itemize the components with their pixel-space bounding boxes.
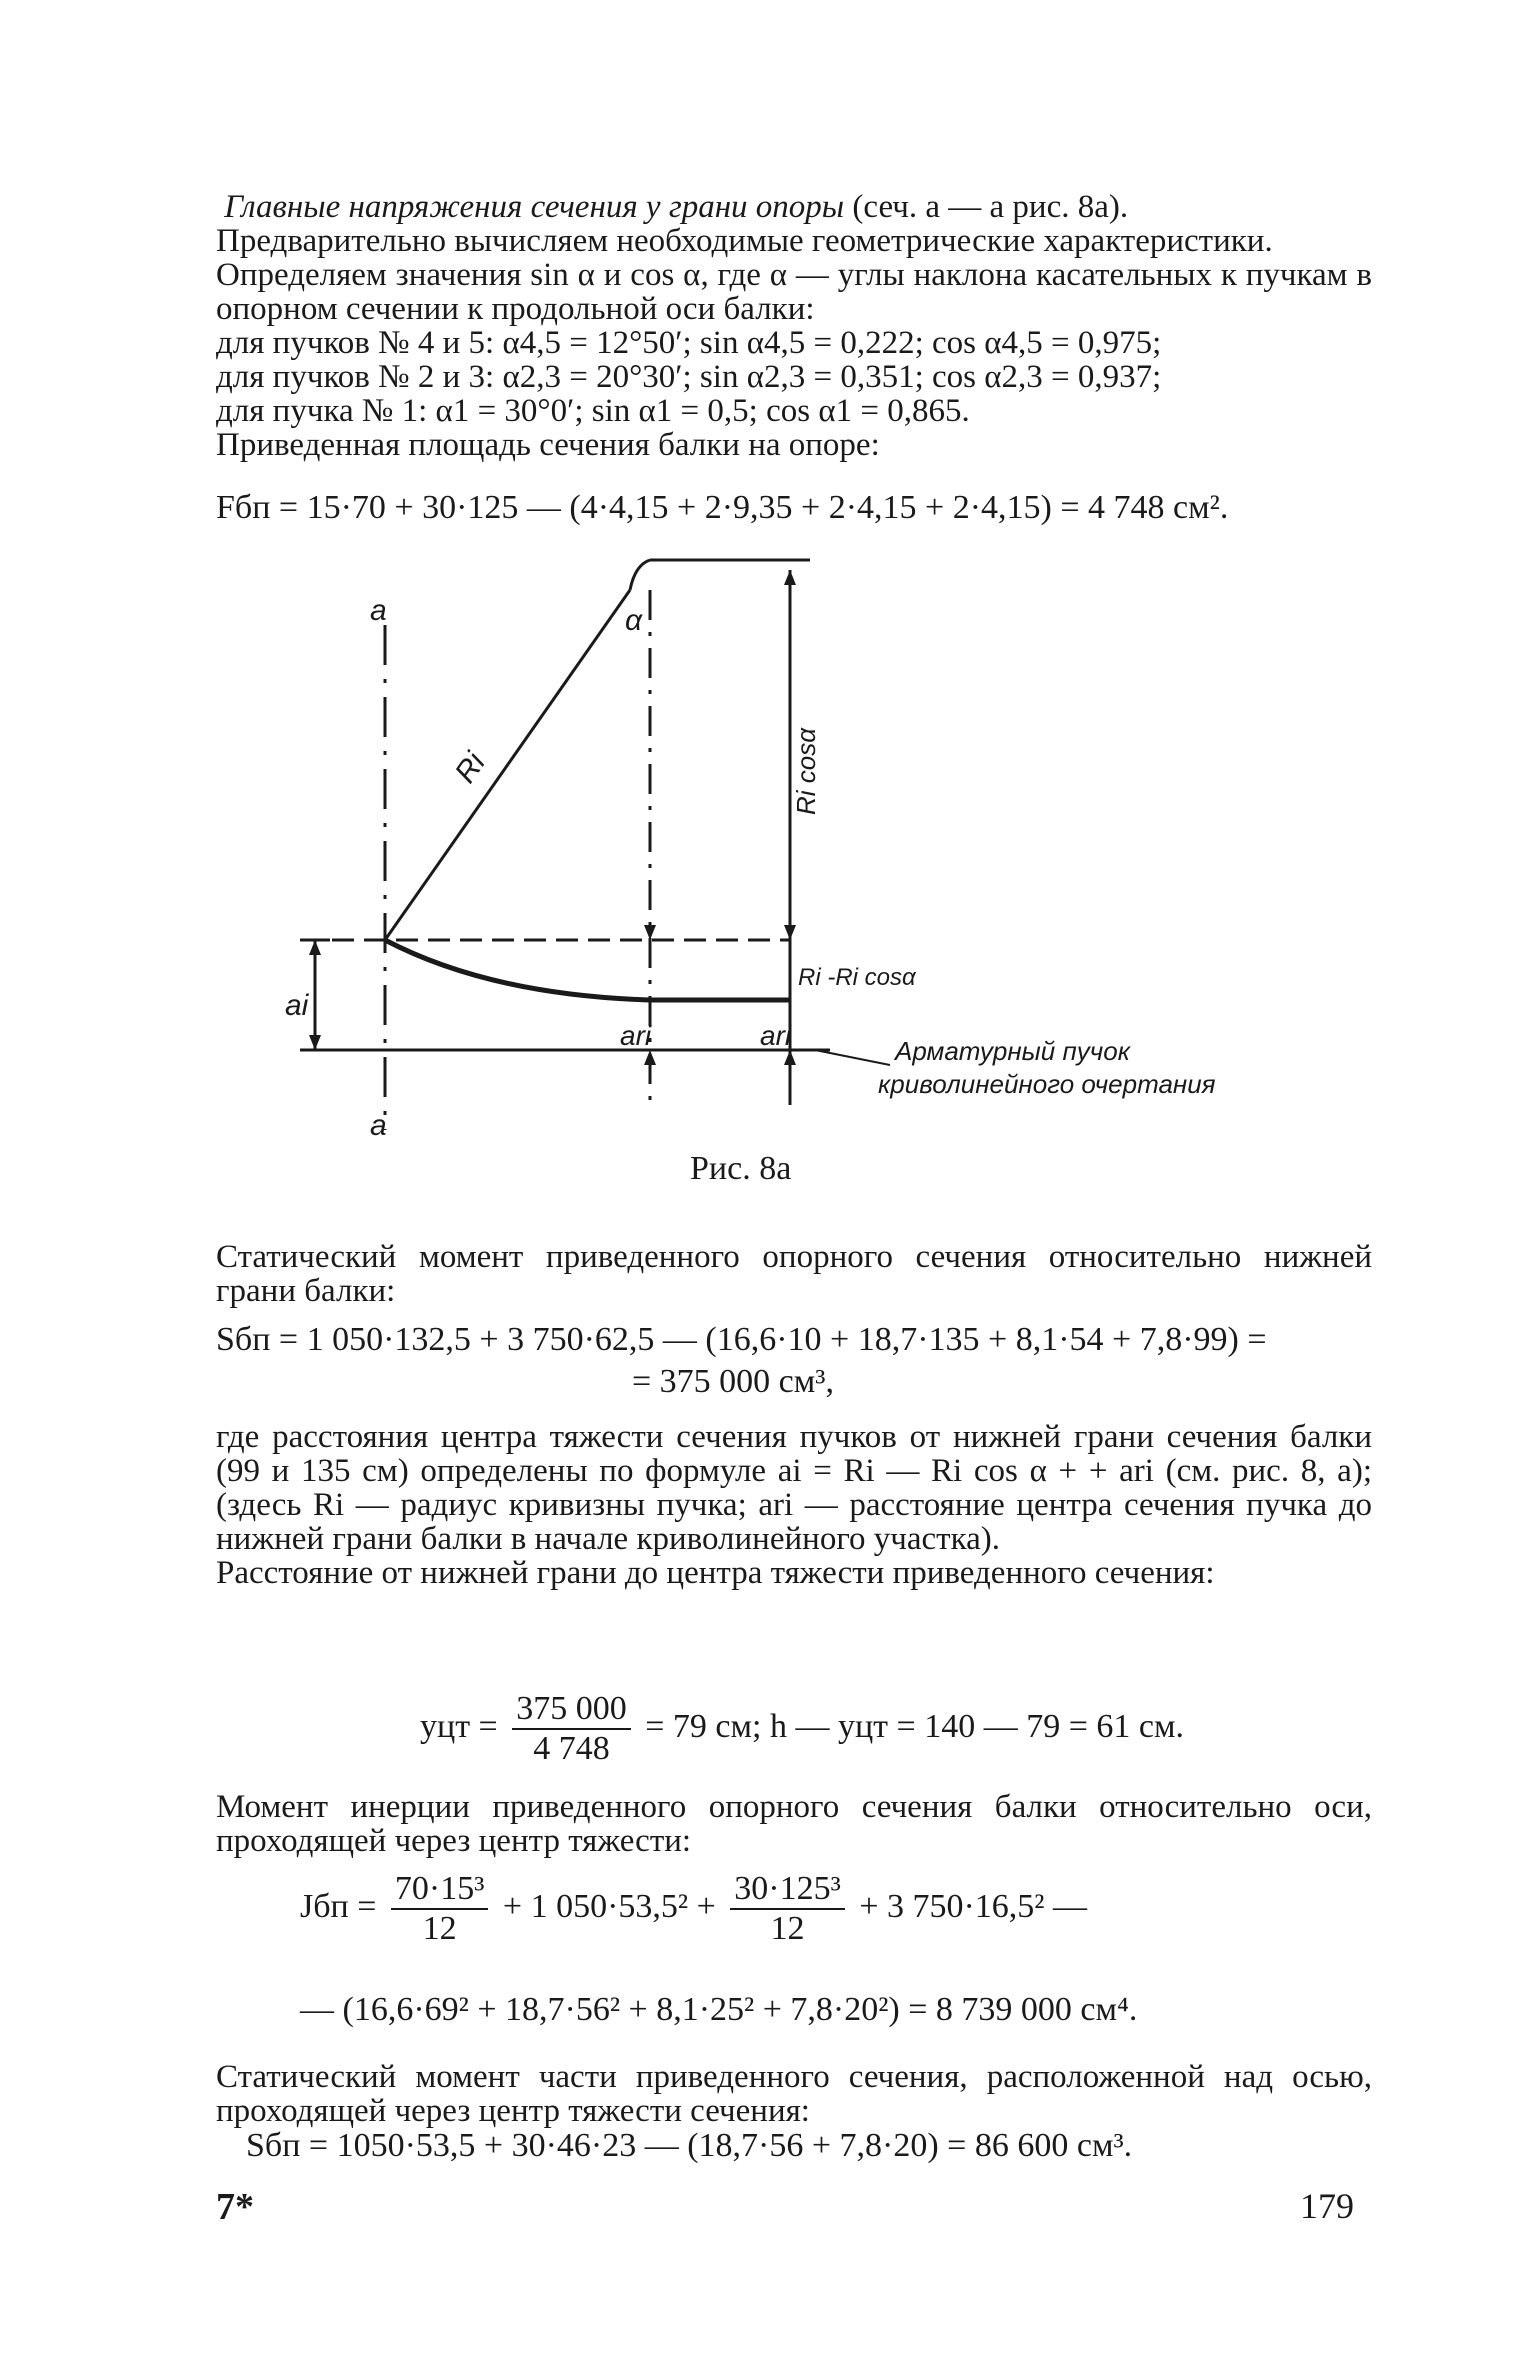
text-block-intro bbox=[216, 190, 1372, 462]
label-ari-right: ari bbox=[760, 1020, 792, 1051]
text-block-static-moment bbox=[216, 1240, 1372, 1308]
eq4-fraction-1 bbox=[391, 1870, 489, 1948]
top-corner-curve bbox=[630, 560, 650, 590]
eq3-numerator: 375 000 bbox=[512, 1690, 631, 1730]
section-heading-ref: (сеч. a — a рис. 8а). bbox=[852, 189, 1129, 225]
text-block-part-moment bbox=[216, 2060, 1372, 2128]
eq4-mid: + 1 050·53,5² + bbox=[502, 1887, 716, 1925]
paragraph-5: где расстояния центра тяжести сечения пучков от нижней грани сечения балки (99 и 135 см) определены по формуле ai = Ri — Ri cos α + + ari (см. рис. 8, а); (здесь Ri — радиус кривизны пучка; ari — расстояние центра сечения пучка до нижней грани балки в начале криволинейного участка). bbox=[216, 1419, 1372, 1557]
equation-static-moment-line2: = 375 000 см³, bbox=[632, 1363, 834, 1400]
eq4-numerator-1: 70·15³ bbox=[391, 1870, 489, 1910]
text-block-explanation bbox=[216, 1420, 1372, 1590]
arrow-left-dash bbox=[644, 925, 656, 940]
eq4-fraction-2 bbox=[730, 1870, 845, 1948]
eq4-numerator-2: 30·125³ bbox=[730, 1870, 845, 1910]
equation-part-moment: Sбп = 1050·53,5 + 30·46·23 — (18,7·56 + 7,8·20) = 86 600 см³. bbox=[246, 2127, 1133, 2164]
label-alpha: α bbox=[625, 604, 643, 637]
label-a-bottom: a bbox=[370, 1109, 387, 1142]
eq4-denominator-1: 12 bbox=[422, 1910, 457, 1947]
signature-mark: 7* bbox=[216, 2186, 254, 2228]
equation-inertia-line2: — (16,6·69² + 18,7·56² + 8,1·25² + 7,8·20²) = 8 739 000 см⁴. bbox=[300, 1991, 1138, 2028]
arrow-ari-left bbox=[644, 1050, 656, 1065]
list-item-2: для пучков № 2 и 3: α2,3 = 20°30′; sin α2,3 = 0,351; cos α2,3 = 0,937; bbox=[216, 359, 1162, 395]
eq4-tail: + 3 750·16,5² — bbox=[859, 1887, 1088, 1925]
paragraph-1: Предварительно вычисляем необходимые геометрические характеристики. bbox=[216, 223, 1273, 259]
equation-static-moment-line1: Sбп = 1 050·132,5 + 3 750·62,5 — (16,6·10 + 18,7·135 + 8,1·54 + 7,8·99) = bbox=[216, 1321, 1267, 1358]
figure-caption: Рис. 8а bbox=[690, 1150, 792, 1187]
section-heading: Главные напряжения сечения у грани опоры bbox=[224, 189, 845, 225]
label-ricos: Ri cosα bbox=[791, 727, 821, 815]
arrow-ai-bottom bbox=[309, 1035, 321, 1050]
radius-line bbox=[385, 590, 630, 940]
page-number: 179 bbox=[1300, 2186, 1354, 2226]
label-bundle-line2: криволинейного очертания bbox=[878, 1069, 1216, 1099]
arrow-ari-right bbox=[784, 1050, 796, 1065]
paragraph-6: Расстояние от нижней грани до центра тяжести приведенного сечения: bbox=[216, 1555, 1215, 1591]
eq3-rhs: = 79 см; h — yцт = 140 — 79 = 61 см. bbox=[645, 1707, 1184, 1745]
paragraph-2: Определяем значения sin α и cos α, где α — углы наклона касательных к пучкам в опорном сечении к продольной оси балки: bbox=[216, 257, 1372, 327]
arrow-ricos-top bbox=[784, 570, 796, 585]
label-ai: ai bbox=[285, 989, 309, 1022]
eq3-denominator: 4 748 bbox=[533, 1730, 610, 1767]
label-a-top: a bbox=[370, 594, 387, 627]
list-item-1: для пучков № 4 и 5: α4,5 = 12°50′; sin α4,5 = 0,222; cos α4,5 = 0,975; bbox=[216, 325, 1162, 361]
paragraph-8: Статический момент части приведенного сечения, расположенной над осью, проходящей через центр тяжести сечения: bbox=[216, 2059, 1372, 2129]
label-leader bbox=[815, 1050, 890, 1065]
list-item-3: для пучка № 1: α1 = 30°0′; sin α1 = 0,5; cos α1 = 0,865. bbox=[216, 393, 970, 429]
arrow-ai-top bbox=[309, 940, 321, 955]
eq3-fraction bbox=[512, 1690, 631, 1768]
curved-bundle bbox=[385, 940, 790, 1000]
eq4-denominator-2: 12 bbox=[770, 1910, 805, 1947]
equation-centroid bbox=[420, 1690, 1184, 1768]
equation-area: Fбп = 15·70 + 30·125 — (4·4,15 + 2·9,35 + 2·4,15 + 2·4,15) = 4 748 см². bbox=[216, 489, 1229, 526]
label-ri: Ri bbox=[448, 746, 492, 790]
label-bundle-line1: Арматурный пучок bbox=[895, 1036, 1130, 1066]
label-ri-ricos: Ri -Ri cosα bbox=[798, 964, 916, 991]
figure-8a bbox=[270, 545, 1270, 1145]
text-block-inertia bbox=[216, 1790, 1372, 1858]
paragraph-3: Приведенная площадь сечения балки на опоре: bbox=[216, 427, 880, 463]
arrow-ricos-bottom bbox=[784, 925, 796, 940]
eq4-lhs: Jбп = bbox=[300, 1887, 377, 1925]
paragraph-7: Момент инерции приведенного опорного сечения балки относительно оси, проходящей через центр тяжести: bbox=[216, 1789, 1372, 1859]
eq3-lhs: yцт = bbox=[420, 1707, 498, 1745]
equation-inertia bbox=[300, 1870, 1087, 1948]
paragraph-4: Статический момент приведенного опорного сечения относительно нижней грани балки: bbox=[216, 1239, 1372, 1309]
label-ari-left: ari bbox=[620, 1020, 652, 1051]
